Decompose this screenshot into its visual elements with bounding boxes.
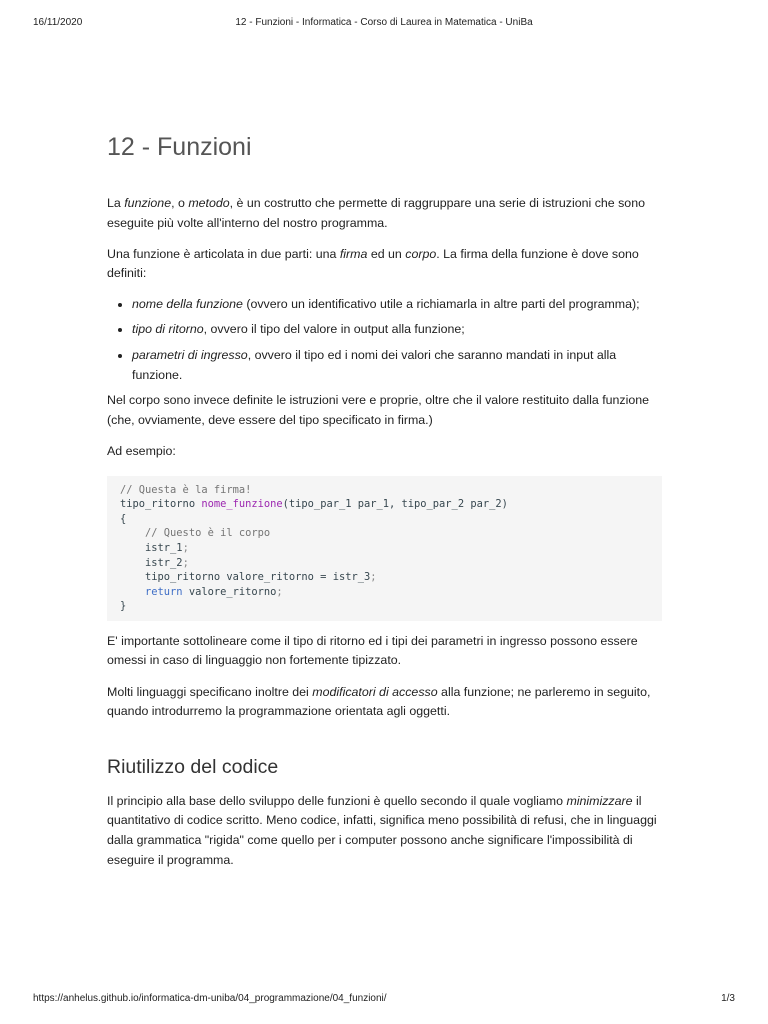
code-line <box>120 570 649 585</box>
code-token: istr_2 <box>120 556 183 569</box>
list-item <box>132 320 662 340</box>
section-heading: Riutilizzo del codice <box>107 755 279 778</box>
text-span: ed un <box>367 246 406 261</box>
code-line <box>120 483 649 498</box>
list-item <box>132 346 662 385</box>
code-punctuation: ; <box>182 541 189 554</box>
code-comment: // Questo è il corpo <box>120 527 271 540</box>
list-item-text: (ovvero un identificativo utile a richiamarla in altre parti del programma); <box>242 296 640 311</box>
emphasis-metodo: metodo <box>188 196 230 210</box>
text-span: Il principio alla base dello sviluppo delle funzioni è quello secondo il quale vogliamo <box>107 793 567 808</box>
code-token: (tipo_par_1 par_1, tipo_par_2 par_2) <box>282 498 508 511</box>
print-header <box>0 17 768 31</box>
page-url: https://anhelus.github.io/informatica-dm-uniba/04_programmazione/04_funzioni/ <box>33 993 387 1004</box>
code-comment: // Questa è la firma! <box>120 483 252 496</box>
list-item-term: parametri di ingresso <box>132 348 248 363</box>
text-span: Una funzione è articolata in due parti: una <box>107 246 340 261</box>
code-line <box>120 512 649 527</box>
paragraph-example-intro: Ad esempio: <box>107 443 176 458</box>
code-line <box>120 556 649 571</box>
code-token: tipo_ritorno valore_ritorno = istr_3 <box>120 571 371 584</box>
list-item-term: tipo di ritorno <box>132 322 204 337</box>
paragraph-parts <box>107 245 662 284</box>
code-line <box>120 599 649 614</box>
code-line <box>120 526 649 541</box>
code-token: } <box>120 600 127 613</box>
code-keyword: return <box>145 585 183 598</box>
text-span: . La firma della funzione è dove sono definiti: <box>107 246 639 281</box>
code-punctuation: ; <box>276 585 283 598</box>
text-span: La <box>107 196 125 210</box>
emphasis-corpo: corpo <box>405 246 437 261</box>
text-span: , o <box>171 196 189 210</box>
signature-list <box>107 295 662 385</box>
code-line <box>120 541 649 556</box>
code-token: { <box>120 512 127 525</box>
text-span: alla funzione; ne parleremo in seguito, quando introdurremo la programmazione orientata agli oggetti. <box>107 684 651 719</box>
text-span: , è un costrutto che permette di raggruppare una serie di istruzioni che sono eseguite più volte all'interno del nostro programma. <box>107 196 645 230</box>
text-span: Molti linguaggi specificano inoltre dei <box>107 684 313 699</box>
list-item-text: , ovvero il tipo del valore in output alla funzione; <box>203 322 465 337</box>
page-title: 12 - Funzioni <box>107 133 252 161</box>
list-item <box>132 295 662 315</box>
text-span: il quantitativo di codice scritto. Meno codice, infatti, significa meno possibilità di refusi, che in linguaggi dalla grammatica "rigida" come quello per i computer possono anche significare l'impossibilità di eseguire il programma. <box>107 793 657 867</box>
paragraph-modifiers <box>107 683 662 722</box>
paragraph-reuse <box>107 792 662 870</box>
paragraph-intro <box>107 194 662 233</box>
page-number: 1/3 <box>721 993 735 1004</box>
paragraph-body: Nel corpo sono invece definite le istruzioni vere e proprie, oltre che il valore restituito dalla funzione (che, ovviamente, deve essere del tipo specificato in firma.) <box>107 393 650 427</box>
code-block <box>107 476 662 621</box>
emphasis-funzione: funzione <box>124 196 172 210</box>
list-item-text: , ovvero il tipo ed i nomi dei valori che saranno mandati in input alla funzione. <box>132 348 617 382</box>
paragraph-typing: E' importante sottolineare come il tipo di ritorno ed i tipi dei parametri in ingresso possono essere omessi in caso di linguaggio non fortemente tipizzato. <box>107 633 638 668</box>
print-page-title: 12 - Funzioni - Informatica - Corso di Laurea in Matematica - UniBa <box>235 17 533 28</box>
print-date: 16/11/2020 <box>33 17 83 28</box>
emphasis-firma: firma <box>339 246 368 261</box>
code-token: istr_1 <box>120 541 183 554</box>
code-punctuation: ; <box>370 571 377 584</box>
article <box>107 128 662 870</box>
emphasis-minimizzare: minimizzare <box>566 793 633 808</box>
code-punctuation: ; <box>182 556 189 569</box>
code-line <box>120 585 649 600</box>
code-token: tipo_ritorno <box>120 498 202 511</box>
code-line <box>120 497 649 512</box>
code-function-name: nome_funzione <box>201 498 283 511</box>
list-item-term: nome della funzione <box>132 296 243 311</box>
emphasis-modificatori: modificatori di accesso <box>312 684 438 699</box>
code-token: valore_ritorno <box>182 585 277 598</box>
code-token <box>120 586 145 598</box>
print-footer <box>0 993 768 1007</box>
